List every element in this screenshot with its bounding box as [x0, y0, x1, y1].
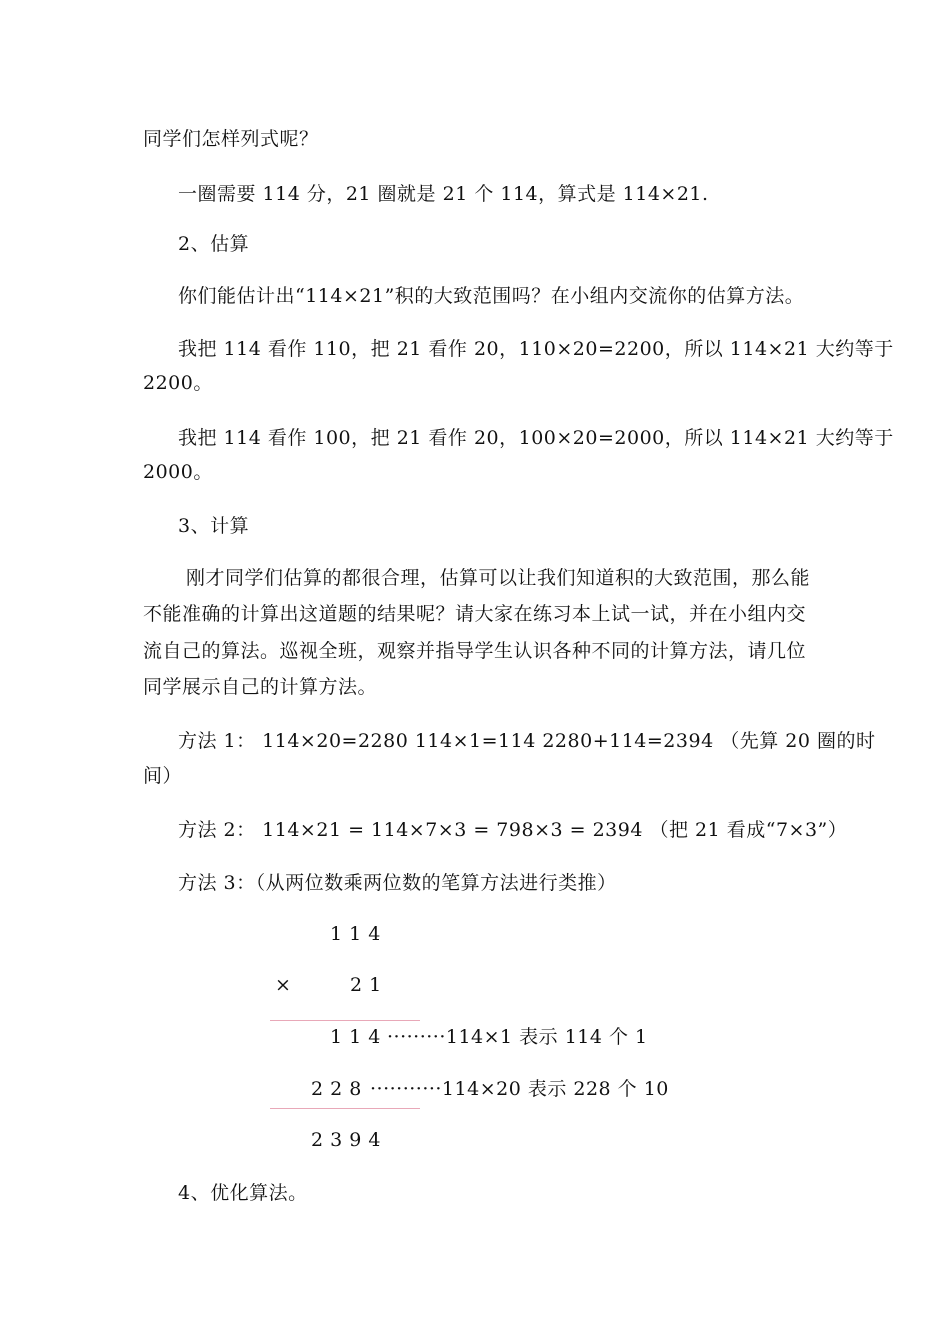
- calc-multiplier: 2 1: [350, 974, 382, 996]
- section-heading-estimate: 2、估算: [178, 233, 250, 255]
- method-1: 方法 1： 114×20=2280 114×1=114 2280+114=2394 （先算 20 圈的时: [178, 730, 876, 752]
- calc-rule-2: [270, 1108, 420, 1109]
- paragraph-estimate-1: 我把 114 看作 110，把 21 看作 20，110×20=2200，所以 114×21 大约等于: [178, 338, 894, 360]
- calc-partial-1-note: ·········114×1 表示 114 个 1: [387, 1026, 648, 1048]
- method-2: 方法 2： 114×21 = 114×7×3 = 798×3 = 2394 （把 21 看成“7×3”）: [178, 819, 848, 841]
- method-3: 方法 3：（从两位数乘两位数的笔算方法进行类推）: [178, 872, 617, 894]
- method-1-cont: 间）: [143, 765, 183, 787]
- paragraph-estimate-2-cont: 2000。: [143, 461, 213, 483]
- calc-partial-2: 2 2 8: [311, 1078, 362, 1100]
- section-heading-optimize: 4、优化算法。: [178, 1182, 308, 1204]
- paragraph-calc-line-2: 不能准确的计算出这道题的结果呢？请大家在练习本上试一试，并在小组内交: [143, 603, 807, 625]
- calc-partial-2-note: ···········114×20 表示 228 个 10: [370, 1078, 669, 1100]
- paragraph-estimate-1-cont: 2200。: [143, 372, 213, 394]
- paragraph-expression: 一圈需要 114 分，21 圈就是 21 个 114，算式是 114×21.: [178, 183, 709, 205]
- paragraph-question: 同学们怎样列式呢？: [143, 128, 319, 150]
- section-heading-calculate: 3、计算: [178, 515, 250, 537]
- paragraph-calc-line-1: 刚才同学们估算的都很合理，估算可以让我们知道积的大致范围，那么能: [186, 567, 811, 589]
- calc-result: 2 3 9 4: [311, 1129, 381, 1151]
- calc-operator: ×: [275, 974, 292, 996]
- paragraph-calc-line-3: 流自己的算法。巡视全班，观察并指导学生认识各种不同的计算方法，请几位: [143, 640, 807, 662]
- paragraph-estimate-prompt: 你们能估计出“114×21”积的大致范围吗？在小组内交流你的估算方法。: [178, 285, 805, 307]
- paragraph-calc-line-4: 同学展示自己的计算方法。: [143, 676, 378, 698]
- calc-rule-1: [270, 1020, 420, 1021]
- calc-multiplicand: 1 1 4: [330, 923, 381, 945]
- calc-partial-1: 1 1 4: [330, 1026, 381, 1048]
- paragraph-estimate-2: 我把 114 看作 100，把 21 看作 20，100×20=2000，所以 114×21 大约等于: [178, 427, 894, 449]
